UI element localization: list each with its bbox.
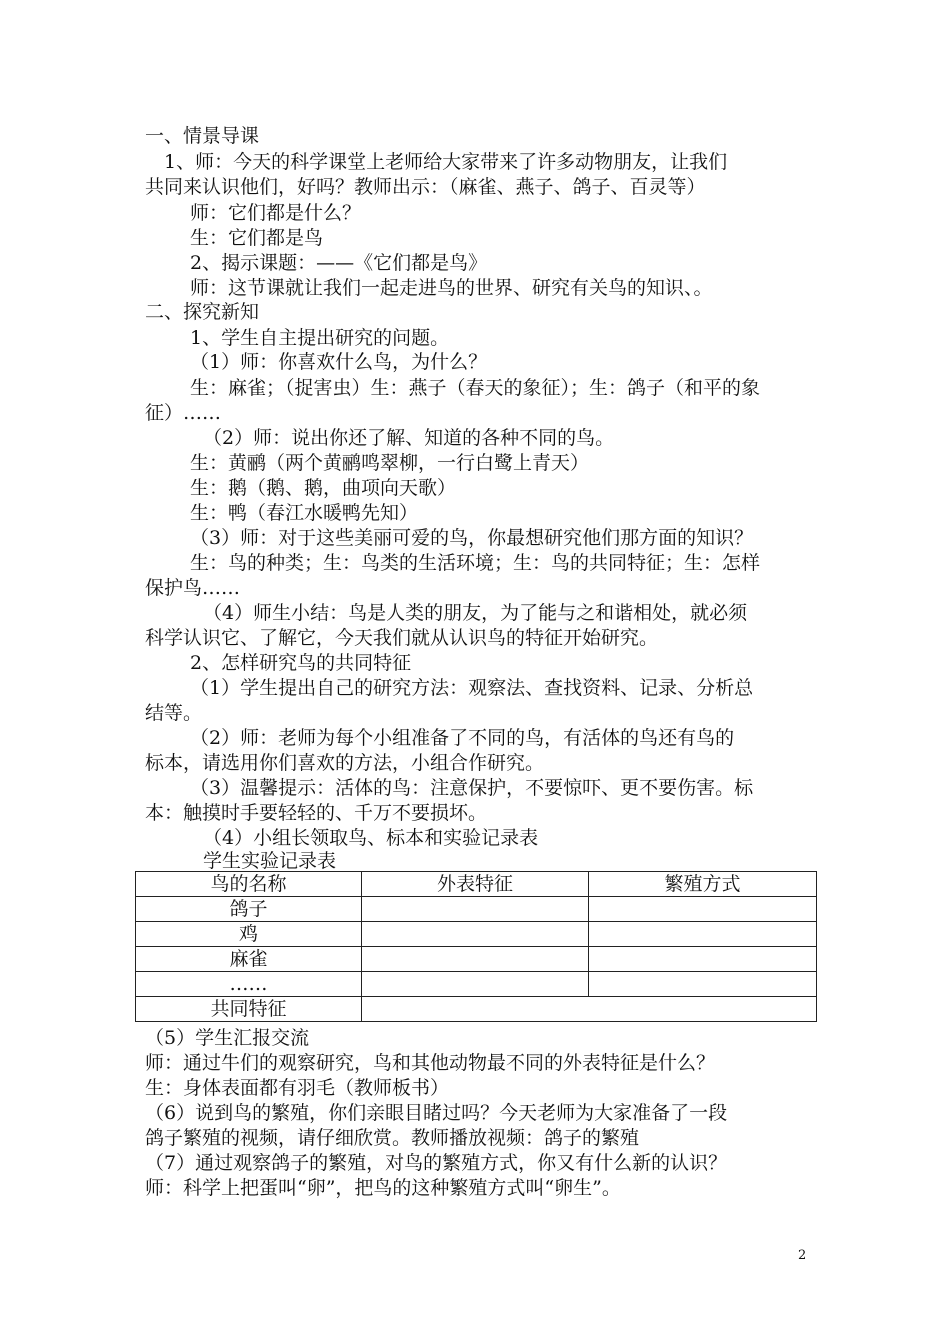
text-line: 保护鸟…… <box>145 577 241 599</box>
empty-cell <box>589 897 817 922</box>
header-appearance: 外表特征 <box>362 872 589 897</box>
bird-name-cell: 麻雀 <box>136 947 362 972</box>
text-line: 生：身体表面都有羽毛（教师板书） <box>145 1077 450 1099</box>
text-line: 科学认识它、了解它，今天我们就从认识鸟的特征开始研究。 <box>145 627 659 649</box>
text-line: 生：鹅（鹅、鹅，曲项向天歌） <box>190 477 457 499</box>
experiment-record-table <box>135 871 817 1022</box>
section-heading: 一、情景导课 <box>145 125 260 147</box>
text-line: 生：鸟的种类；生：鸟类的生活环境；生：鸟的共同特征；生：怎样 <box>190 552 761 574</box>
text-line: （3）温馨提示：活体的鸟：注意保护，不要惊吓、更不要伤害。标 <box>190 777 754 799</box>
text-line: （3）师：对于这些美丽可爱的鸟，你最想研究他们那方面的知识？ <box>190 527 754 549</box>
empty-cell <box>589 947 817 972</box>
table-footer-row <box>136 997 817 1022</box>
text-line: （2）师：老师为每个小组准备了不同的鸟，有活体的鸟还有鸟的 <box>190 727 735 749</box>
text-line: 1、师：今天的科学课堂上老师给大家带来了许多动物朋友，让我们 <box>164 151 728 173</box>
bird-name-cell: 鸡 <box>136 922 362 947</box>
text-line: 生：鸭（春江水暖鸭先知） <box>190 502 419 524</box>
section-heading: 二、探究新知 <box>145 301 260 323</box>
text-line: （1）学生提出自己的研究方法：观察法、查找资料、记录、分析总 <box>190 677 754 699</box>
empty-cell <box>362 972 589 997</box>
text-line: 2、揭示课题：——《它们都是鸟》 <box>190 252 488 274</box>
empty-cell <box>362 947 589 972</box>
text-line: （6）说到鸟的繁殖，你们亲眼目睹过吗？今天老师为大家准备了一段 <box>145 1102 728 1124</box>
text-line: （2）师：说出你还了解、知道的各种不同的鸟。 <box>203 427 615 449</box>
text-line: （4）师生小结：鸟是人类的朋友，为了能与之和谐相处，就必须 <box>203 602 748 624</box>
table-caption: 学生实验记录表 <box>203 850 337 872</box>
bird-name-cell: …… <box>136 972 362 997</box>
text-line: 师：这节课就让我们一起走进鸟的世界、研究有关鸟的知识、。 <box>190 277 713 299</box>
text-line: 本：触摸时手要轻轻的、千万不要损坏。 <box>145 802 488 824</box>
table-row <box>136 972 817 997</box>
table-row <box>136 897 817 922</box>
text-line: 师：通过牛们的观察研究，鸟和其他动物最不同的外表特征是什么？ <box>145 1052 716 1074</box>
text-line: 1、学生自主提出研究的问题。 <box>190 327 450 349</box>
text-line: 2、怎样研究鸟的共同特征 <box>190 652 412 674</box>
empty-cell <box>362 997 817 1022</box>
empty-cell <box>589 922 817 947</box>
text-line: 征）…… <box>145 402 222 424</box>
text-line: 生：麻雀；（捉害虫）生：燕子（春天的象征）；生：鸽子（和平的象 <box>190 377 761 399</box>
text-line: 鸽子繁殖的视频，请仔细欣赏。教师播放视频：鸽子的繁殖 <box>145 1127 640 1149</box>
empty-cell <box>362 922 589 947</box>
common-feature-label: 共同特征 <box>136 997 362 1022</box>
text-line: 生：黄鹂（两个黄鹂鸣翠柳，一行白鹭上青天） <box>190 452 590 474</box>
header-reproduction: 繁殖方式 <box>589 872 817 897</box>
text-line: 共同来认识他们，好吗？教师出示：（麻雀、燕子、鸽子、百灵等） <box>145 176 706 198</box>
table-header-row <box>136 872 817 897</box>
header-bird-name: 鸟的名称 <box>136 872 362 897</box>
text-line: （7）通过观察鸽子的繁殖，对鸟的繁殖方式，你又有什么新的认识？ <box>145 1152 728 1174</box>
page-number: 2 <box>798 1248 807 1263</box>
empty-cell <box>589 972 817 997</box>
text-line: 标本，请选用你们喜欢的方法，小组合作研究。 <box>145 752 545 774</box>
text-line: 结等。 <box>145 702 203 724</box>
text-line: 师：它们都是什么？ <box>190 202 362 224</box>
table-row <box>136 922 817 947</box>
bird-name-cell: 鸽子 <box>136 897 362 922</box>
empty-cell <box>362 897 589 922</box>
text-line: 师：科学上把蛋叫“卵”，把鸟的这种繁殖方式叫“卵生”。 <box>145 1177 621 1199</box>
text-line: （4）小组长领取鸟、标本和实验记录表 <box>203 827 539 849</box>
table-row <box>136 947 817 972</box>
text-line: 生：它们都是鸟 <box>190 227 324 249</box>
text-line: （5）学生汇报交流 <box>145 1027 310 1049</box>
text-line: （1）师：你喜欢什么鸟，为什么？ <box>190 351 488 373</box>
